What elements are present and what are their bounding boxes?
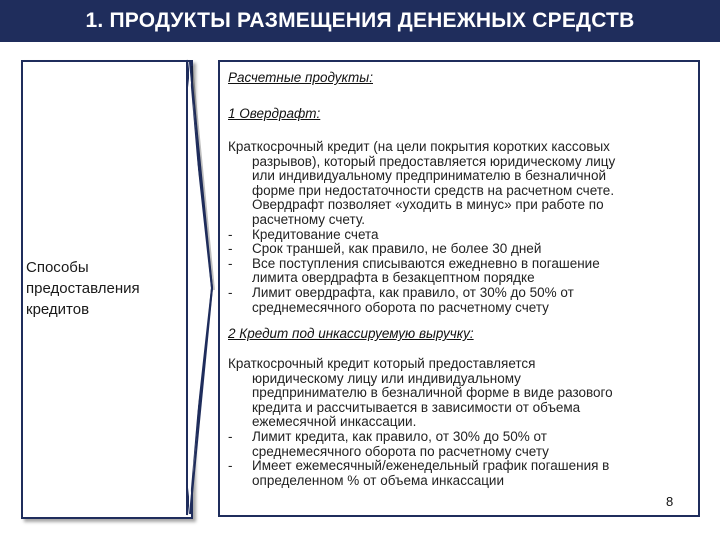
- list-item-line: Имеет ежемесячный/еженедельный график погашения в: [252, 458, 610, 474]
- bullet-dash: -: [228, 428, 233, 444]
- list-item-line: Все поступления списываются ежедневно в погашение: [252, 255, 600, 271]
- list-item: [228, 228, 615, 243]
- bullet-dash: -: [228, 458, 233, 474]
- overdraft-line: форме при недостаточности средств на расчетном счете.: [252, 182, 615, 198]
- left-label-line: Способы: [26, 259, 89, 276]
- overdraft-line: или индивидуальному предпринимателю в безналичной: [252, 168, 607, 184]
- slide-title: 1. ПРОДУКТЫ РАЗМЕЩЕНИЯ ДЕНЕЖНЫХ СРЕДСТВ: [0, 0, 720, 42]
- list-item-line: среднемесячного оборота по расчетному счету: [252, 443, 549, 459]
- list-item-line: определенном % от объема инкассации: [252, 472, 505, 488]
- bullet-dash: -: [228, 255, 233, 271]
- list-item-line: Кредитование счета: [252, 226, 379, 242]
- bullet-dash: -: [228, 284, 233, 300]
- list-item: [228, 459, 613, 488]
- page-number: 8: [666, 494, 674, 509]
- bullet-dash: -: [228, 241, 233, 257]
- list-item: [228, 286, 615, 315]
- list-item-line: среднемесячного оборота по расчетному счету: [252, 299, 549, 315]
- left-label-line: предоставления: [26, 280, 140, 297]
- overdraft-heading: 1 Овердрафт:: [228, 106, 321, 121]
- left-panel-label: [26, 257, 186, 320]
- list-item-line: Лимит овердрафта, как правило, от 30% до 50% от: [252, 284, 574, 300]
- section-heading: Расчетные продукты:: [228, 70, 373, 85]
- overdraft-line: Краткосрочный кредит (на цели покрытия коротких кассовых: [228, 139, 610, 154]
- collection-line: предпринимателю в безналичной форме в виде разового: [252, 385, 613, 401]
- list-item: [228, 242, 615, 257]
- bullet-dash: -: [228, 226, 233, 242]
- overdraft-line: расчетному счету.: [252, 211, 365, 227]
- list-item-line: Срок траншей, как правило, не более 30 дней: [252, 241, 542, 257]
- list-item: [228, 257, 615, 286]
- list-item-line: Лимит кредита, как правило, от 30% до 50% от: [252, 428, 547, 444]
- collection-line: юридическому лицу или индивидуальному: [252, 370, 521, 386]
- collection-line: Краткосрочный кредит который предоставляется: [228, 356, 536, 371]
- collection-credit-heading: 2 Кредит под инкассируемую выручку:: [228, 326, 474, 341]
- collection-line: ежемесячной инкассации.: [252, 414, 417, 430]
- overdraft-line: Овердрафт позволяет «уходить в минус» при работе по: [252, 197, 604, 213]
- overdraft-description: [228, 140, 615, 315]
- overdraft-line: разрывов), который предоставляется юридическому лицу: [252, 153, 616, 169]
- left-label-line: кредитов: [26, 301, 90, 318]
- list-item: [228, 430, 613, 459]
- collection-credit-description: [228, 357, 613, 488]
- list-item-line: лимита овердрафта в безакцептном порядке: [252, 270, 535, 286]
- collection-line: кредита и рассчитывается в зависимости от объема: [252, 399, 581, 415]
